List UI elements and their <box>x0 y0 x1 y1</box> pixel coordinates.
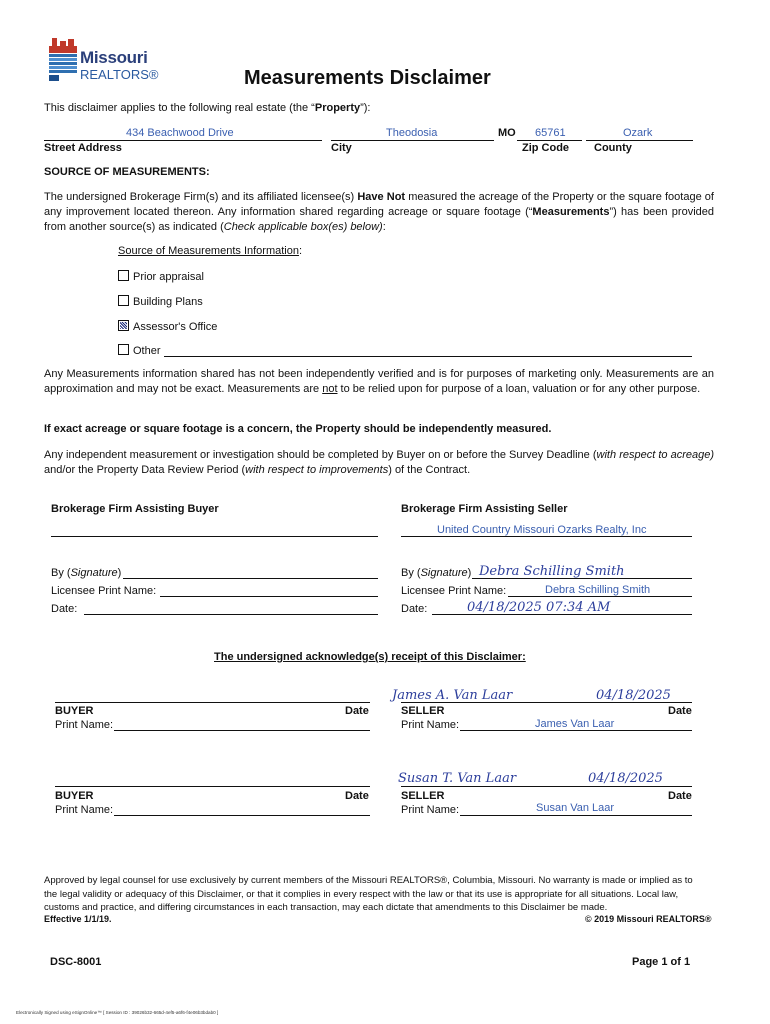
copyright: © 2019 Missouri REALTORS® <box>585 914 712 924</box>
logo-word-realtors: REALTORS® <box>80 67 159 82</box>
buyer-brokerage-heading: Brokerage Firm Assisting Buyer <box>51 503 219 515</box>
seller-broker-date: 04/18/2025 07:34 AM <box>467 600 611 615</box>
buyer2-print-label: Print Name: <box>55 804 114 816</box>
esign-stamp: Electronically Signed using eSignOnline™ [ Session ID : 39026b32-665d-4ef5-a6f6-f4e06b3bdab0 ] <box>16 1010 219 1015</box>
seller2-signature-line[interactable] <box>401 786 692 787</box>
approval-notice: Approved by legal counsel for use exclusively by current members of the Missouri REALTORS®, Columbia, Missouri. No warranty is made or implied as to the legal validity or adequacy of this Disclaimer, or that it complies in every respect with the law or that its use is appropriate for all situations. Local law, customs and practice, and differing circumstances in each transaction, may each dictate that amendments to this Disclaimer be made. <box>44 875 693 913</box>
option-prior-appraisal[interactable]: Prior appraisal <box>118 270 204 283</box>
county-value: Ozark <box>623 127 653 139</box>
notice-paragraph: Any Measurements information shared has not been independently verified and is for purposes of marketing only. Measurements are an approximation and may not be exact. Measurements are not to be relied upon for purpose of a loan, valuation or for any other purpose. <box>44 368 714 395</box>
option-other[interactable]: Other <box>118 344 161 357</box>
seller1-signature-date: 04/18/2025 <box>596 688 671 703</box>
seller2-print-label: Print Name: <box>401 804 460 816</box>
seller1-signature: James A. Van Laar <box>392 688 513 703</box>
buyer-date-label: Date: <box>51 603 78 615</box>
buyer2-date-label: Date <box>345 790 369 802</box>
buyer-firm-field[interactable] <box>51 536 378 537</box>
seller2-print-field[interactable] <box>460 815 692 816</box>
checkbox-other[interactable] <box>118 344 129 355</box>
buyer2-print-field[interactable] <box>114 815 370 816</box>
logo-word-missouri: Missouri <box>80 48 148 67</box>
seller-by-signature-label: By (Signature) <box>401 567 472 579</box>
survey-deadline-paragraph: Any independent measurement or investigation should be completed by Buyer on or before the Survey Deadline (with respect to acreage) and/or the Property Data Review Period (with respect to improvements) of the Contract. <box>44 449 715 476</box>
page-number: Page 1 of 1 <box>632 956 691 968</box>
buyer2-signature-line[interactable] <box>55 786 370 787</box>
seller-date-label: Date: <box>401 603 428 615</box>
seller2-label: SELLER <box>401 790 445 802</box>
buyer1-print-label: Print Name: <box>55 719 114 731</box>
checkbox-building-plans[interactable] <box>118 295 129 306</box>
seller1-signature-line[interactable] <box>401 702 692 703</box>
seller2-print-value: Susan Van Laar <box>536 802 615 814</box>
source-heading: SOURCE OF MEASUREMENTS: <box>44 166 210 178</box>
zip-value: 65761 <box>535 127 566 139</box>
buyer1-signature-line[interactable] <box>55 702 370 703</box>
county-label: County <box>594 142 632 154</box>
buyer-licensee-label: Licensee Print Name: <box>51 585 157 597</box>
street-address-label: Street Address <box>44 142 122 154</box>
buyer-date-field[interactable] <box>84 614 378 615</box>
checkbox-assessors-office[interactable] <box>118 320 129 331</box>
buyer1-date-label: Date <box>345 705 369 717</box>
seller1-date-label: Date <box>668 705 692 717</box>
other-input-line[interactable] <box>164 356 692 357</box>
seller2-signature-date: 04/18/2025 <box>588 771 663 786</box>
seller1-label: SELLER <box>401 705 445 717</box>
street-address-value: 434 Beachwood Drive <box>126 127 234 139</box>
page-title: Measurements Disclaimer <box>244 67 491 89</box>
capitol-logo-icon <box>46 38 80 82</box>
seller1-print-field[interactable] <box>460 730 692 731</box>
effective-date: Effective 1/1/19. <box>44 914 112 924</box>
zip-label: Zip Code <box>522 142 570 154</box>
missouri-realtors-logo <box>46 38 159 84</box>
seller-licensee-field[interactable] <box>508 596 692 597</box>
buyer-licensee-field[interactable] <box>160 596 378 597</box>
seller-brokerage-heading: Brokerage Firm Assisting Seller <box>401 503 568 515</box>
city-label: City <box>331 142 352 154</box>
buyer-by-signature-label: By (Signature) <box>51 567 122 579</box>
city-value: Theodosia <box>386 127 438 139</box>
seller-licensee-value: Debra Schilling Smith <box>545 584 651 596</box>
seller-firm-value: United Country Missouri Ozarks Realty, Inc <box>437 524 647 536</box>
checkbox-prior-appraisal[interactable] <box>118 270 129 281</box>
form-number: DSC-8001 <box>50 956 102 968</box>
seller1-print-label: Print Name: <box>401 719 460 731</box>
source-info-label: Source of Measurements Information: <box>118 245 303 257</box>
seller-broker-signature: Debra Schilling Smith <box>479 564 625 579</box>
seller1-print-value: James Van Laar <box>535 718 615 730</box>
seller-licensee-label: Licensee Print Name: <box>401 585 507 597</box>
option-assessors-office[interactable]: Assessor's Office <box>118 320 217 333</box>
buyer1-print-field[interactable] <box>114 730 370 731</box>
seller2-date-label: Date <box>668 790 692 802</box>
option-building-plans[interactable]: Building Plans <box>118 295 203 308</box>
buyer1-label: BUYER <box>55 705 94 717</box>
seller-firm-field[interactable] <box>401 536 692 537</box>
source-paragraph: The undersigned Brokerage Firm(s) and its affiliated licensee(s) Have Not measured the acreage of the Property or the square footage of any improvement located thereon. Any information shared regarding acreage or square footage (“Measurements”) has been provided from another source(s) as indicated (Check applicable box(es) below): <box>44 191 714 233</box>
buyer2-label: BUYER <box>55 790 94 802</box>
acknowledgement-heading: The undersigned acknowledge(s) receipt of this Disclaimer: <box>214 651 526 663</box>
intro-text: This disclaimer applies to the following real estate (the “Property”): <box>44 102 371 114</box>
state-value: MO <box>498 127 516 139</box>
independent-measure-warning: If exact acreage or square footage is a concern, the Property should be independently measured. <box>44 423 552 435</box>
buyer-signature-field[interactable] <box>123 578 378 579</box>
seller2-signature: Susan T. Van Laar <box>398 771 517 786</box>
